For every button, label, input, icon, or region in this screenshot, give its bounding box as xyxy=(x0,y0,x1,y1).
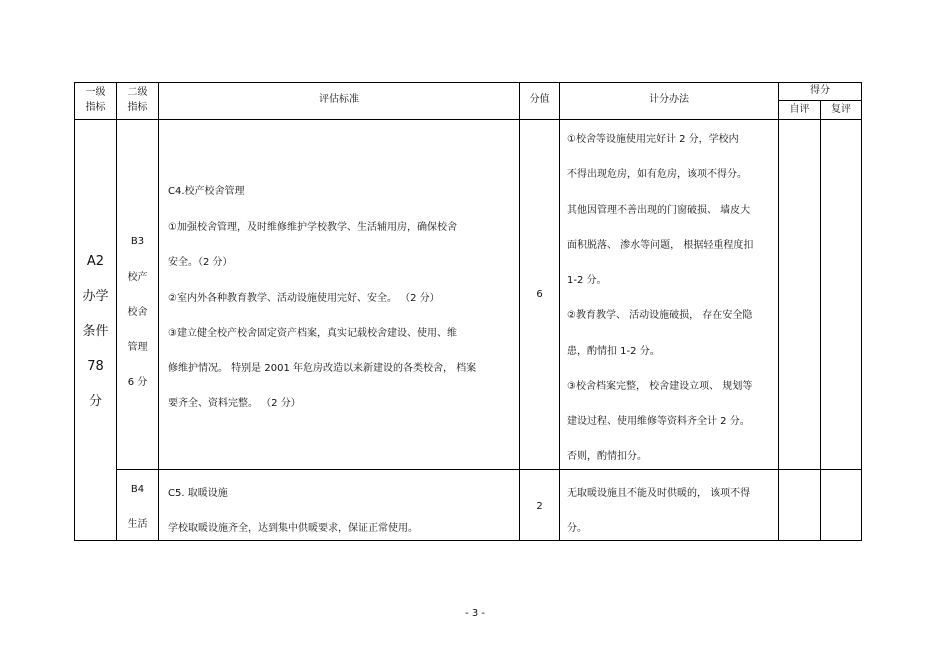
header-level1-line2: 指标 xyxy=(85,102,106,113)
header-self-eval: 自评 xyxy=(789,104,810,115)
standard-c4-line5: ③建立健全校产校舍固定资产档案，真实记载校舍建设、使用、维 xyxy=(168,328,457,339)
level2-b3-line1: B3 xyxy=(130,236,145,247)
level2-b3-line4: 管理 xyxy=(127,342,148,353)
method-c4-line7: 患，酌情扣 1-2 分。 xyxy=(567,346,660,357)
standard-c4-line7: 要齐全、资料完整。 （2 分） xyxy=(168,398,301,409)
method-c4-line6: ②教育教学、 活动设施破损， 存在安全隐 xyxy=(567,310,753,321)
table-top-border xyxy=(74,82,861,83)
table-right-border xyxy=(861,82,862,541)
col2-divider xyxy=(158,82,159,541)
header-level2-line2: 指标 xyxy=(127,102,148,113)
standard-c4-line6: 修维护情况。 特别是 2001 年危房改造以来新建设的各类校舍， 档案 xyxy=(168,363,477,374)
level2-b4-line2: 生活 xyxy=(127,519,148,530)
header-bottom-border xyxy=(74,119,861,120)
method-c4-line5: 1-2 分。 xyxy=(567,275,607,286)
level1-a2-line2: 办学 xyxy=(82,289,109,304)
level2-b3-line5: 6 分 xyxy=(127,377,148,388)
standard-c5-line2: 学校取暖设施齐全，达到集中供暖要求，保证正常使用。 xyxy=(168,523,418,534)
level2-b4-line1: B4 xyxy=(130,484,145,495)
col4-divider xyxy=(559,82,560,541)
method-c4-line10: 否则，酌情扣分。 xyxy=(567,451,647,462)
standard-c4-line1: C4.校产校舍管理 xyxy=(168,186,245,197)
level1-a2-line4: 78 xyxy=(87,359,104,374)
header-standard: 评估标准 xyxy=(319,94,359,105)
level1-a2-line5: 分 xyxy=(88,394,102,409)
method-c5-line1: 无取暖设施且不能及时供暖的， 该项不得 xyxy=(567,488,751,499)
standard-c4-line2: ①加强校舍管理，及时维修维护学校教学、生活辅用房，确保校舍 xyxy=(168,222,457,233)
method-c4-line8: ③校舍档案完整， 校舍建设立项、 规划等 xyxy=(567,381,753,392)
header-re-eval: 复评 xyxy=(831,104,851,115)
header-level1-line1: 一级 xyxy=(85,87,106,98)
header-method: 计分办法 xyxy=(649,94,689,105)
table-bottom-border xyxy=(74,540,861,541)
header-result: 得分 xyxy=(810,85,830,96)
method-c5-line2: 分。 xyxy=(567,523,587,534)
table-left-border xyxy=(74,82,75,541)
header-score: 分值 xyxy=(529,94,550,105)
score-c5: 2 xyxy=(536,501,543,512)
level1-a2-line1: A2 xyxy=(86,254,105,269)
method-c4-line1: ①校舍等设施使用完好计 2 分，学校内 xyxy=(567,134,739,145)
level2-b3-line2: 校产 xyxy=(127,272,148,283)
standard-c4-line3: 安全。（2 分） xyxy=(168,257,233,268)
method-c4-line9: 建设过程、使用维修等资料齐全计 2 分。 xyxy=(567,416,750,427)
method-c4-line3: 其他因管理不善出现的门窗破损、 墙皮大 xyxy=(567,205,751,216)
header-level2-line1: 二级 xyxy=(127,87,148,98)
page-number: - 3 - xyxy=(465,608,485,619)
method-c4-line4: 面积脱落、 渗水等问题， 根据轻重程度扣 xyxy=(567,240,754,251)
col5-divider xyxy=(778,82,779,541)
level1-a2-line3: 条件 xyxy=(82,324,109,339)
standard-c5-line1: C5. 取暖设施 xyxy=(168,488,228,499)
col6-divider xyxy=(820,100,821,541)
row-divider xyxy=(116,469,861,470)
level2-b3-line3: 校舍 xyxy=(127,307,148,318)
score-c4: 6 xyxy=(536,289,543,300)
method-c4-line2: 不得出现危房，如有危房，该项不得分。 xyxy=(567,169,747,180)
standard-c4-line4: ②室内外各种教育教学、活动设施使用完好、安全。 （2 分） xyxy=(168,293,440,304)
col3-divider xyxy=(519,82,520,541)
